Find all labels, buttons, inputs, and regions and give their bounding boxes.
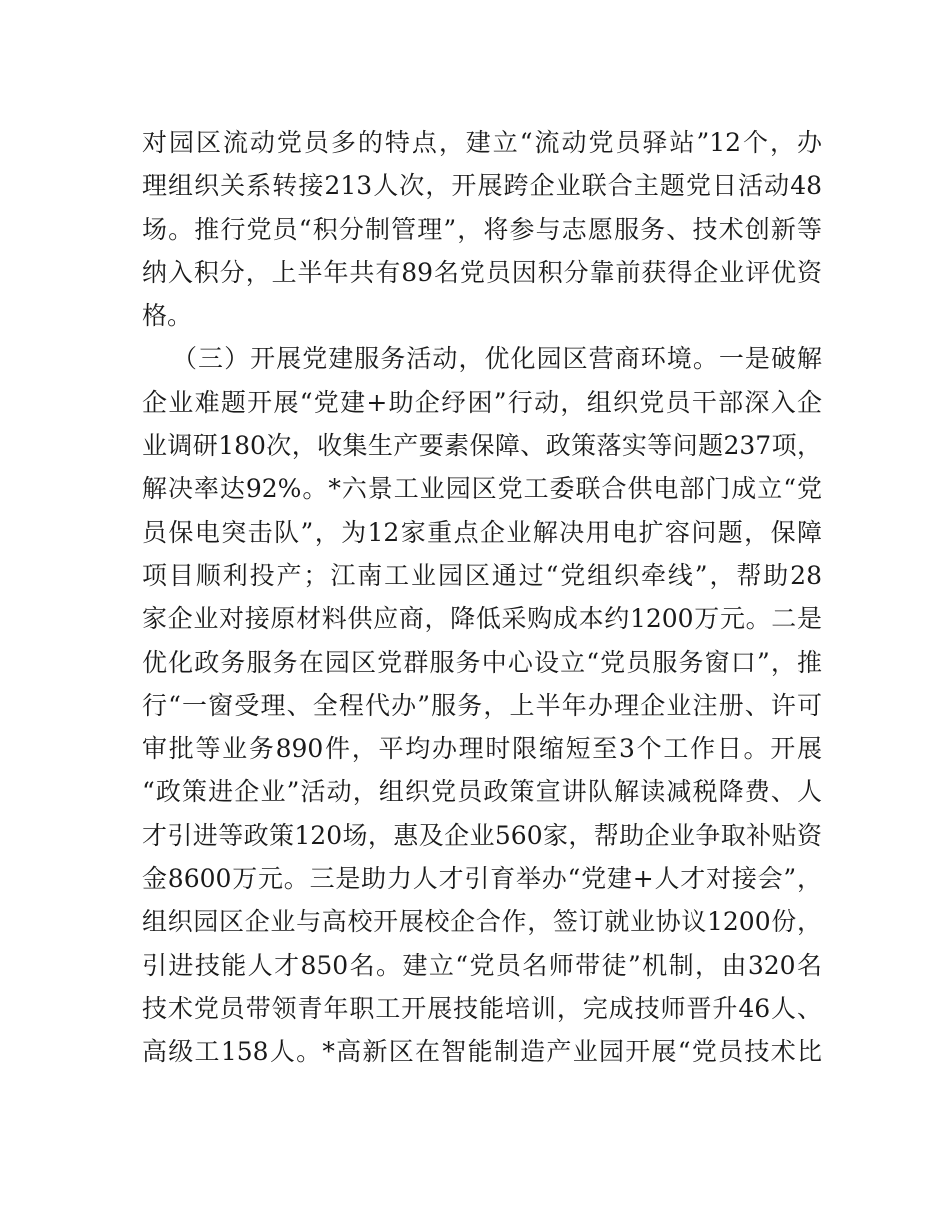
text-line: 理组织关系转接213人次，开展跨企业联合主题党日活动48: [142, 171, 822, 201]
text-line: 审批等业务890件，平均办理时限缩短至3个工作日。开展: [142, 734, 822, 764]
text-line: 引进技能人才850名。建立“党员名师带徒”机制，由320名: [142, 950, 822, 980]
text-line: 场。推行党员“积分制管理”，将参与志愿服务、技术创新等: [142, 214, 822, 244]
text-line: 家企业对接原材料供应商，降低采购成本约1200万元。二是: [142, 604, 822, 634]
text-line: 对园区流动党员多的特点，建立“流动党员驿站”12个，办: [142, 128, 822, 157]
text-line: 才引进等政策120场，惠及企业560家，帮助企业争取补贴资: [142, 820, 822, 850]
text-line: 解决率达92%。*六景工业园区党工委联合供电部门成立“党: [142, 474, 822, 504]
text-line: 格。: [142, 301, 193, 331]
text-line: 金8600万元。三是助力人才引育举办“党建+人才对接会”，: [142, 864, 822, 894]
text-line: 纳入积分，上半年共有89名党员因积分靠前获得企业评优资: [142, 257, 822, 287]
text-line: 业调研180次，收集生产要素保障、政策落实等问题237项，: [142, 431, 822, 461]
text-line: 高级工158人。*高新区在智能制造产业园开展“党员技术比: [142, 1037, 822, 1067]
body-text: [142, 121, 822, 1074]
text-line: 组织园区企业与高校开展校企合作，签订就业协议1200份，: [142, 907, 822, 937]
text-line: 技术党员带领青年职工开展技能培训，完成技师晋升46人、: [142, 993, 822, 1023]
text-line: “政策进企业”活动，组织党员政策宣讲队解读减税降费、人: [142, 777, 822, 807]
text-line: 优化政务服务在园区党群服务中心设立“党员服务窗口”，推: [142, 647, 822, 677]
text-line: 员保电突击队”，为12家重点企业解决用电扩容问题，保障: [142, 517, 822, 547]
text-line: 项目顺利投产；江南工业园区通过“党组织牵线”，帮助28: [142, 560, 822, 590]
text-line: 行“一窗受理、全程代办”服务，上半年办理企业注册、许可: [142, 690, 822, 720]
text-line: 企业难题开展“党建+助企纾困”行动，组织党员干部深入企: [142, 387, 822, 417]
section-heading-line: （三）开展党建服务活动，优化园区营商环境。一是破解: [172, 344, 822, 374]
